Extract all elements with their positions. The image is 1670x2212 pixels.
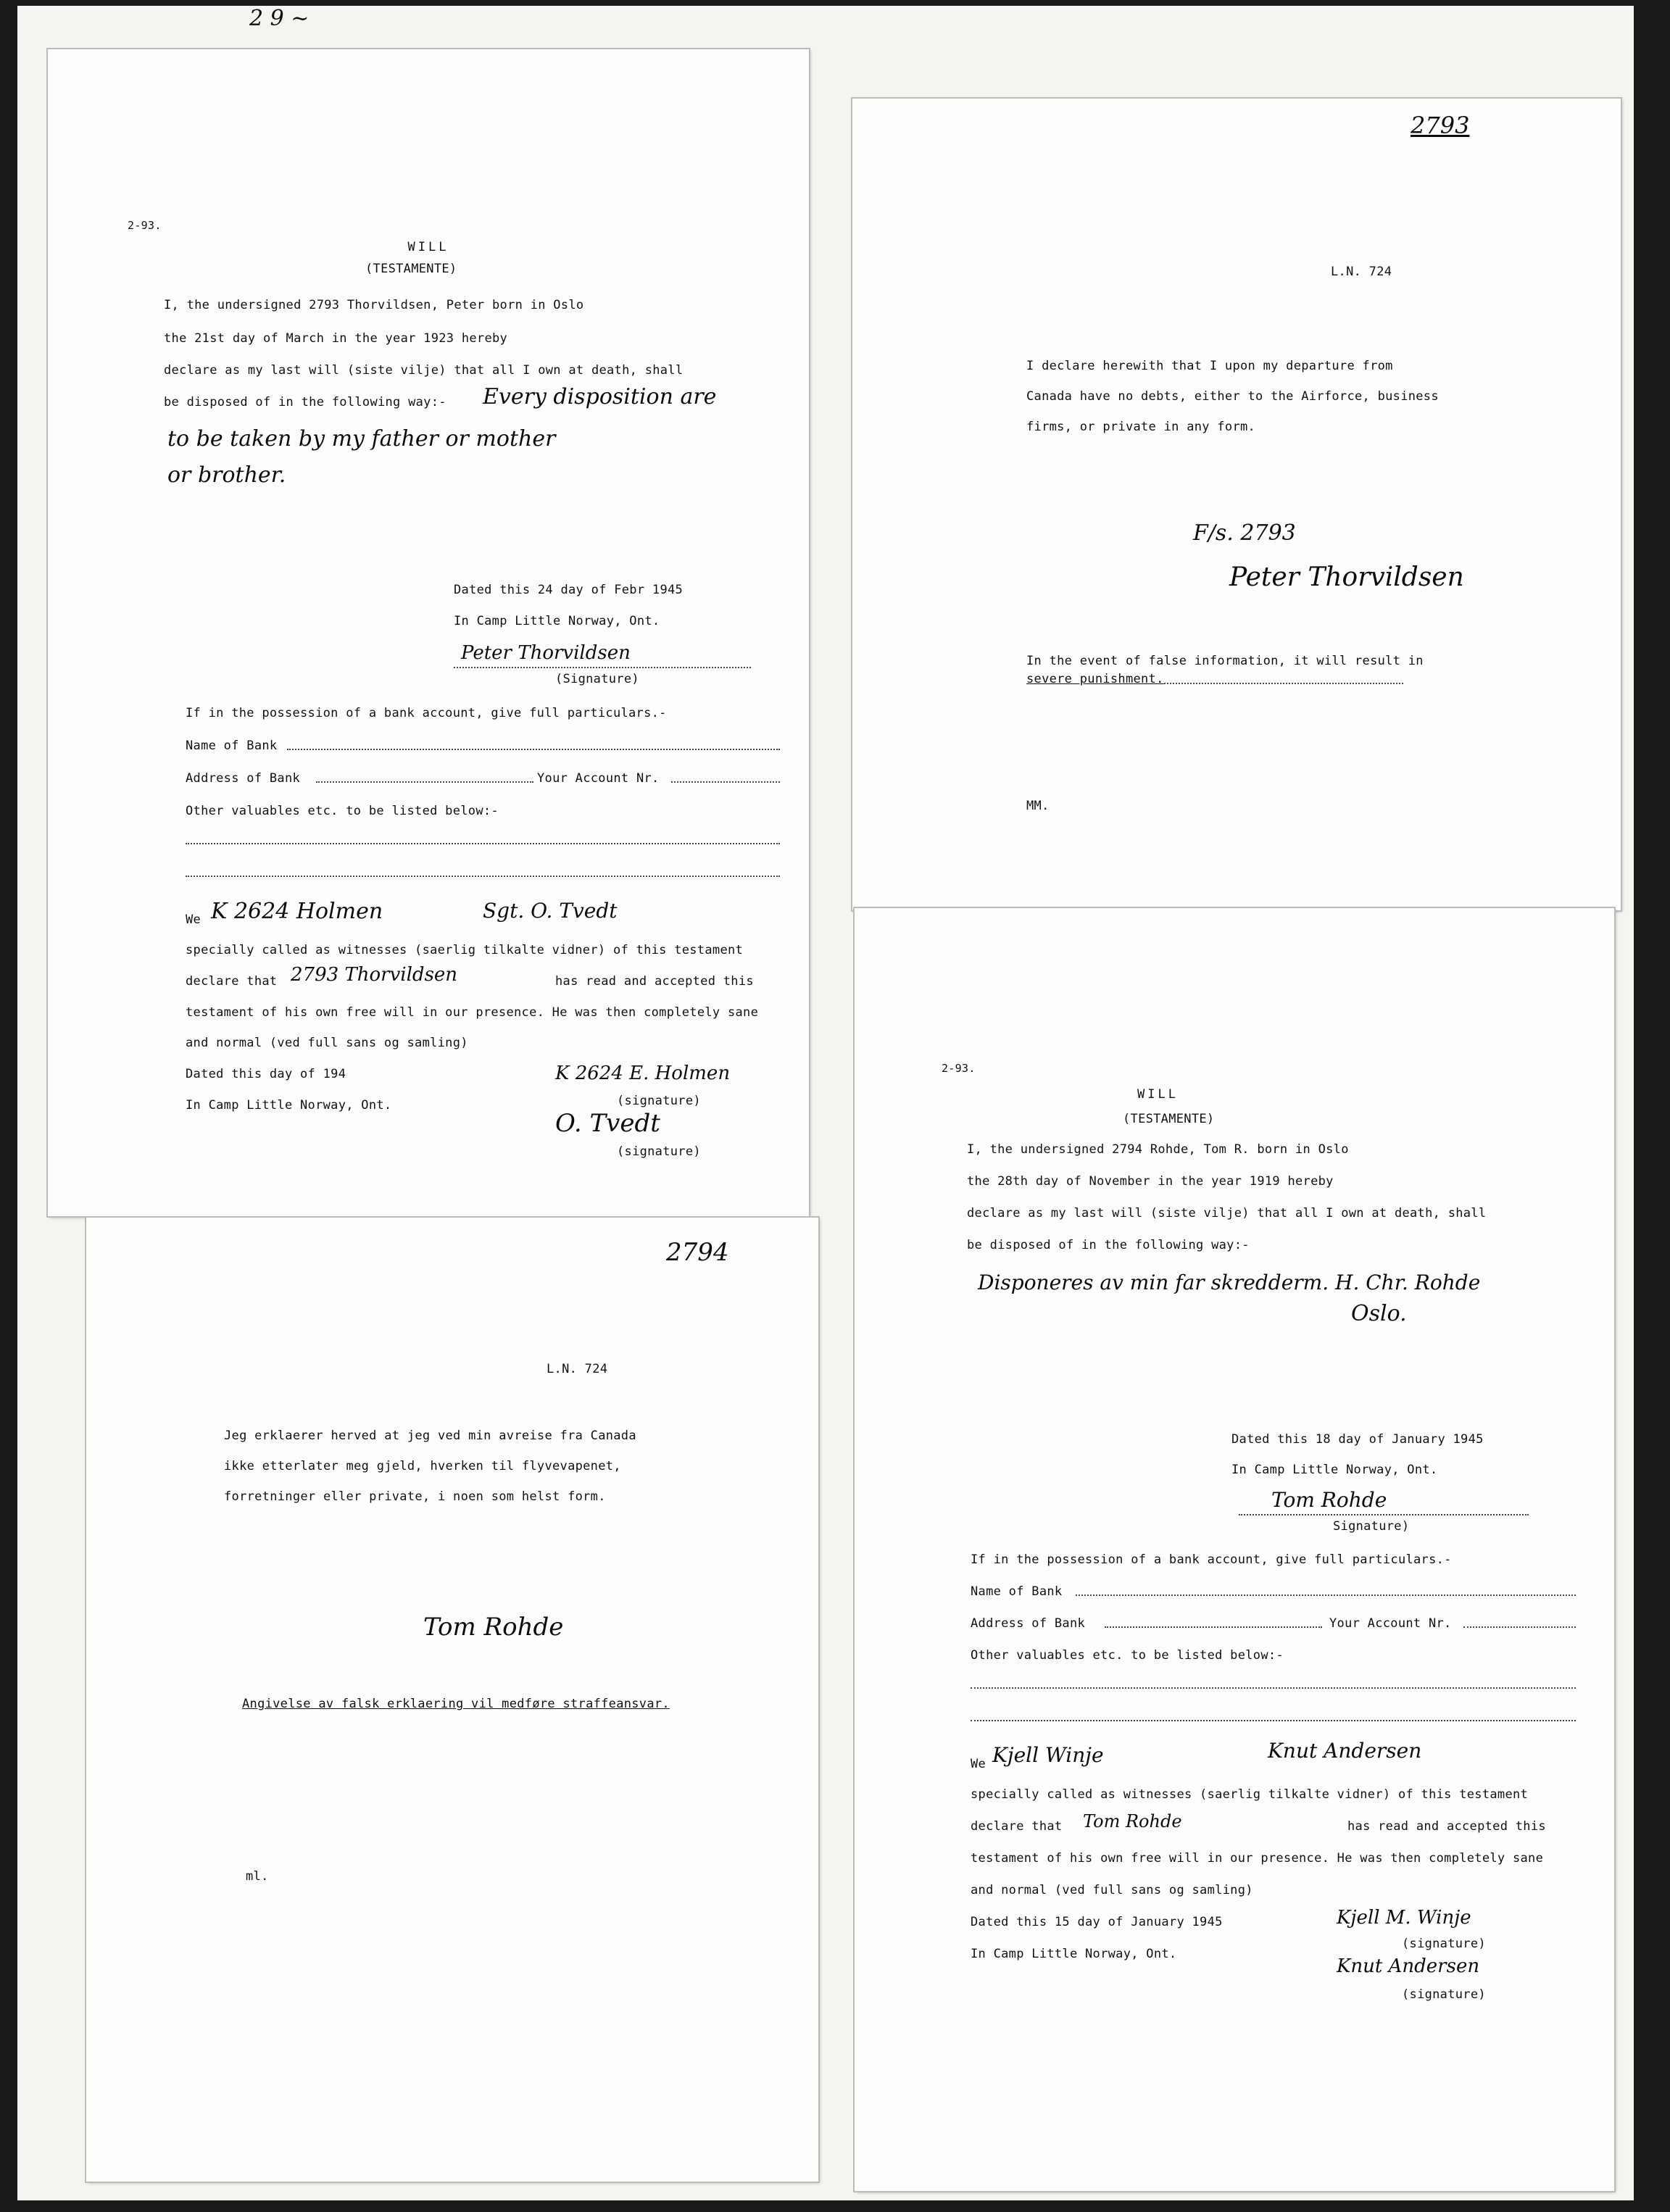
- archive-board: [17, 6, 1634, 2200]
- warning-line: Angivelse av falsk erklaering vil medføre straffeansvar.: [242, 1697, 670, 1711]
- account-line: [671, 781, 780, 783]
- dated-line: Dated this 24 day of Febr 1945: [454, 583, 684, 597]
- top-mark: 2 9 ~: [249, 6, 310, 31]
- declaration-p2: Canada have no debts, either to the Airforce, business: [1026, 389, 1439, 404]
- other-valuables: Other valuables etc. to be listed below:-: [186, 804, 499, 818]
- declare-that: declare that: [971, 1819, 1063, 1834]
- name-of-bank-line: [1076, 1594, 1576, 1596]
- declare-that: declare that: [186, 974, 278, 989]
- witness-signature-label-1: (signature): [1402, 1937, 1486, 1951]
- text-disposed: be disposed of in the following way:-: [164, 395, 446, 409]
- declaration-p1: Jeg erklaerer herved at jeg ved min avreise fra Canada: [224, 1429, 636, 1443]
- testator-signature: Tom Rohde: [1271, 1488, 1387, 1512]
- witness-signature-label-2: (signature): [1402, 1987, 1486, 2002]
- handwritten-disposition-2: Oslo.: [1351, 1301, 1407, 1326]
- other-valuables: Other valuables etc. to be listed below:-: [971, 1648, 1284, 1663]
- declaration-p2: ikke etterlater meg gjeld, hverken til flyvevapenet,: [224, 1459, 621, 1473]
- in-line-2: In Camp Little Norway, Ont.: [971, 1947, 1177, 1961]
- we-label: We: [186, 912, 202, 927]
- declarant-signature: Peter Thorvildsen: [1229, 562, 1464, 592]
- normal-line: and normal (ved full sans og samling): [186, 1036, 468, 1050]
- valuables-line-1: [186, 843, 780, 844]
- dated-line-2: Dated this 15 day of January 1945: [971, 1915, 1223, 1929]
- text-undersigned: I, the undersigned 2793 Thorvildsen, Peter born in Oslo: [164, 298, 584, 312]
- handwritten-disposition-1: Disponeres av min far skredderm. H. Chr. Rohde: [978, 1271, 1481, 1294]
- we-label: We: [971, 1757, 986, 1771]
- account-line: [1463, 1626, 1576, 1628]
- document-number: 2793: [1411, 112, 1470, 139]
- declaration-p3: forretninger eller private, i noen som helst form.: [224, 1489, 606, 1504]
- will-title: WILL: [1137, 1087, 1179, 1102]
- valuables-line-2: [186, 876, 780, 877]
- in-line: In Camp Little Norway, Ont.: [1231, 1463, 1438, 1477]
- will-subtitle: (TESTAMENTE): [1123, 1112, 1215, 1126]
- warning-line-1: In the event of false information, it will result in: [1026, 654, 1424, 668]
- text-declare: declare as my last will (siste vilje) that all I own at death, shall: [164, 363, 684, 378]
- initials: ml.: [246, 1869, 269, 1884]
- witness-signature-2: O. Tvedt: [555, 1109, 660, 1138]
- signature-label: (Signature): [555, 672, 639, 686]
- corner-mark: 2-93.: [128, 219, 162, 232]
- handwritten-disposition-1: Every disposition are: [483, 384, 717, 409]
- signature-label: Signature): [1333, 1519, 1410, 1534]
- witness-1-handwritten: Kjell Winje: [992, 1743, 1104, 1767]
- name-of-bank-line: [287, 749, 780, 750]
- declaration-norwegian: [86, 1218, 818, 2182]
- declare-rest: has read and accepted this: [1347, 1819, 1546, 1834]
- in-line: In Camp Little Norway, Ont.: [454, 614, 660, 628]
- testament-line: testament of his own free will in our presence. He was then completely sane: [186, 1005, 759, 1020]
- declare-rest: has read and accepted this: [555, 974, 754, 989]
- declarant-signature: Tom Rohde: [423, 1613, 564, 1642]
- address-of-bank-line: [316, 781, 533, 783]
- will-document-rohde: [855, 908, 1614, 2191]
- document-number: 2794: [666, 1238, 729, 1267]
- signature-line: [1239, 1514, 1529, 1515]
- bank-intro: If in the possession of a bank account, give full particulars.-: [186, 706, 667, 720]
- address-of-bank-line: [1105, 1626, 1322, 1628]
- declare-name-handwritten: 2793 Thorvildsen: [291, 964, 458, 986]
- will-document-thorvildsen: [48, 49, 809, 1216]
- declaration-p3: firms, or private in any form.: [1026, 420, 1256, 434]
- address-of-bank: Address of Bank: [971, 1616, 1086, 1631]
- name-of-bank: Name of Bank: [186, 739, 278, 753]
- testament-line: testament of his own free will in our presence. He was then completely sane: [971, 1851, 1544, 1866]
- reference: L.N. 724: [1331, 265, 1392, 279]
- dated-line-2: Dated this day of 194: [186, 1067, 346, 1081]
- valuables-line-2: [971, 1720, 1576, 1721]
- handwritten-disposition-3: or brother.: [167, 462, 286, 488]
- declaration-p1: I declare herewith that I upon my departure from: [1026, 359, 1393, 373]
- declaration-english: [852, 99, 1621, 910]
- handwritten-disposition-2: to be taken by my father or mother: [167, 426, 556, 452]
- corner-mark: 2-93.: [942, 1062, 976, 1075]
- warning-line-2: severe punishment.: [1026, 672, 1164, 686]
- will-subtitle: (TESTAMENTE): [365, 262, 457, 276]
- bank-intro: If in the possession of a bank account, give full particulars.-: [971, 1552, 1452, 1567]
- specially-called: specially called as witnesses (saerlig tilkalte vidner) of this testament: [971, 1787, 1529, 1802]
- witness-1-handwritten: K 2624 Holmen: [211, 899, 383, 924]
- witness-signature-1: Kjell M. Winje: [1337, 1907, 1471, 1929]
- text-date-birth: the 21st day of March in the year 1923 hereby: [164, 331, 508, 346]
- text-undersigned: I, the undersigned 2794 Rohde, Tom R. born in Oslo: [967, 1142, 1349, 1157]
- your-account: Your Account Nr.: [537, 771, 660, 786]
- text-date-birth: the 28th day of November in the year 1919 hereby: [967, 1174, 1334, 1189]
- in-line-2: In Camp Little Norway, Ont.: [186, 1098, 392, 1113]
- testator-signature: Peter Thorvildsen: [461, 642, 631, 664]
- warning-underline: [1164, 683, 1403, 684]
- text-disposed: be disposed of in the following way:-: [967, 1238, 1250, 1252]
- witness-2-handwritten: Knut Andersen: [1268, 1739, 1422, 1763]
- reference: L.N. 724: [547, 1362, 608, 1376]
- specially-called: specially called as witnesses (saerlig tilkalte vidner) of this testament: [186, 943, 744, 957]
- dated-line: Dated this 18 day of January 1945: [1231, 1432, 1484, 1447]
- fs-number: F/s. 2793: [1193, 520, 1296, 546]
- text-declare: declare as my last will (siste vilje) that all I own at death, shall: [967, 1206, 1487, 1221]
- address-of-bank: Address of Bank: [186, 771, 301, 786]
- witness-signature-1: K 2624 E. Holmen: [555, 1063, 731, 1084]
- witness-2-handwritten: Sgt. O. Tvedt: [483, 899, 618, 923]
- declare-name-handwritten: Tom Rohde: [1083, 1811, 1182, 1831]
- witness-signature-label-1: (signature): [617, 1094, 701, 1108]
- initials: MM.: [1026, 799, 1050, 813]
- valuables-line-1: [971, 1687, 1576, 1689]
- witness-signature-2: Knut Andersen: [1337, 1955, 1480, 1977]
- your-account: Your Account Nr.: [1329, 1616, 1452, 1631]
- witness-signature-label-2: (signature): [617, 1144, 701, 1159]
- name-of-bank: Name of Bank: [971, 1584, 1063, 1599]
- will-title: WILL: [407, 240, 449, 254]
- signature-line: [454, 667, 751, 668]
- normal-line: and normal (ved full sans og samling): [971, 1883, 1253, 1897]
